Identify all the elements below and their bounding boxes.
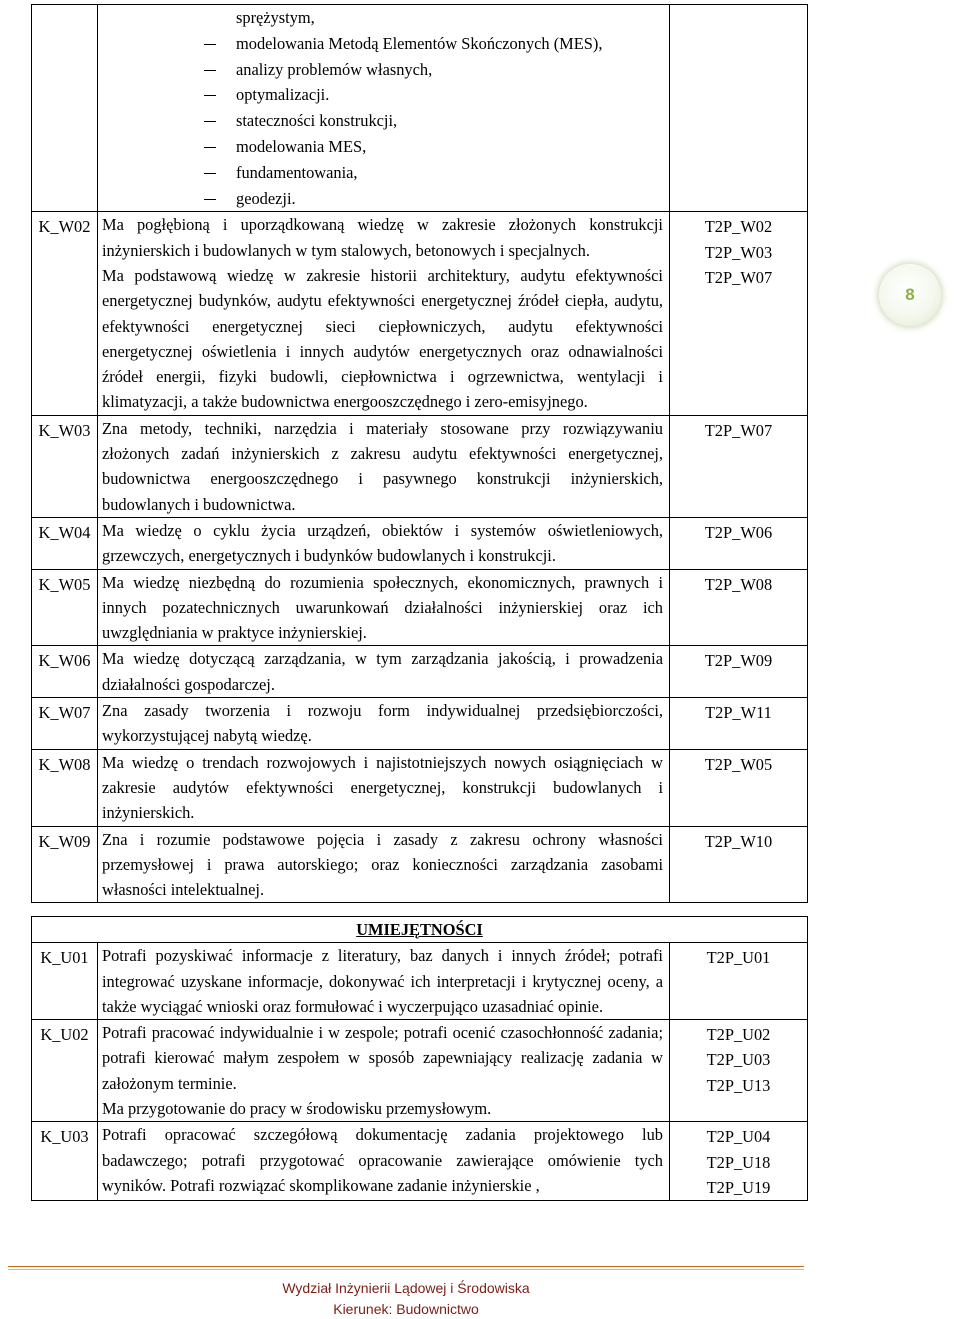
reference-code: T2P_W07 xyxy=(704,267,773,287)
reference-code: T2P_W03 xyxy=(704,242,773,262)
reference-code: T2P_U18 xyxy=(706,1152,771,1172)
outcome-references xyxy=(670,943,808,1020)
outcome-references xyxy=(670,698,808,750)
outcome-references xyxy=(670,517,808,569)
outcome-references xyxy=(670,826,808,903)
outcome-row xyxy=(32,517,808,569)
list-item: stateczności konstrukcji, xyxy=(236,108,669,134)
outcome-row xyxy=(32,749,808,826)
reference-code: T2P_U03 xyxy=(706,1050,771,1070)
outcome-code: K_W08 xyxy=(32,749,98,826)
outcome-description xyxy=(98,415,670,517)
outcome-code: K_W06 xyxy=(32,646,98,698)
outcome-code: K_W09 xyxy=(32,826,98,903)
footer-rule xyxy=(8,1266,804,1267)
description-paragraph: Ma wiedzę niezbędną do rozumienia społecznych, ekonomicznych, prawnych i innych pozatechnicznych uwarunkowań działalności inżynierskiej oraz ich uwzględniania w praktyce inżynierskiej. xyxy=(102,572,663,643)
outcome-description xyxy=(98,943,670,1020)
page-number-badge: 8 xyxy=(879,264,941,326)
outcome-description xyxy=(98,826,670,903)
description-paragraph: Potrafi pozyskiwać informacje z literatury, baz danych i innych źródeł; potrafi integrować uzyskane informacje, dokonywać ich interpretacji i krytycznej oceny, a także wyciągać wnioski oraz formułować i wyczerpująco uzasadniać opinie. xyxy=(102,946,663,1016)
knowledge-outcomes-table xyxy=(31,4,808,903)
description-paragraph: Ma podstawową wiedzę w zakresie historii architektury, audytu efektywności energetycznej budynków, audytu efektywności energetycznej źródeł ciepła, audytu, efektywności energetycznej sieci ciepłowniczych, audytu efektywności energetycznej oświetlenia i innych audytów energetycznych oraz odnawialności źródeł energii, fizyki budowli, ciepłownictwa i ogrzewnictwa, wentylacji i klimatyzacji, a także budownictwa energooszczędnego i zero-emisyjnego. xyxy=(102,265,663,412)
reference-code: T2P_W10 xyxy=(704,831,773,851)
footer-rule-thin xyxy=(8,1269,804,1270)
reference-code: T2P_U01 xyxy=(706,948,771,968)
reference-code: T2P_W06 xyxy=(704,522,773,542)
outcome-code: K_U02 xyxy=(32,1020,98,1122)
outcome-row xyxy=(32,826,808,903)
reference-code: T2P_W05 xyxy=(704,754,773,774)
list-item: fundamentowania, xyxy=(236,160,669,186)
description-paragraph: Ma przygotowanie do pracy w środowisku przemysłowym. xyxy=(102,1099,492,1119)
description-paragraph: Zna metody, techniki, narzędzia i materiały stosowane przy rozwiązywaniu złożonych zadań inżynierskich z zakresu audytu efektywności energetycznej, budownictwa energooszczędnego i pasywnego konstrukcji inżynierskich, budowlanych i budownictwa. xyxy=(102,418,663,514)
outcome-references xyxy=(670,1020,808,1122)
outcome-references xyxy=(670,212,808,415)
footer-faculty: Wydział Inżynierii Lądowej i Środowiska xyxy=(282,1280,530,1296)
outcome-description xyxy=(98,1020,670,1122)
description-paragraph: Ma pogłębioną i uporządkowaną wiedzę w zakresie złożonych konstrukcji inżynierskich i budowlanych w tym stalowych, betonowych i specjalnych. xyxy=(102,215,663,260)
description-paragraph: Zna i rozumie podstawowe pojęcia i zasady z zakresu ochrony własności przemysłowej i prawa autorskiego; oraz konieczności zarządzania zasobami własności intelektualnej. xyxy=(102,829,663,900)
list-item: optymalizacji. xyxy=(236,82,669,108)
reference-code: T2P_U13 xyxy=(706,1075,771,1095)
description-paragraph: Ma wiedzę o trendach rozwojowych i najistotniejszych nowych osiągnięciach w zakresie audytów efektywności energetycznej, konstrukcji budowlanych i inżynierskich. xyxy=(102,752,663,823)
outcome-code: K_W05 xyxy=(32,569,98,646)
description-paragraph: Ma wiedzę o cyklu życia urządzeń, obiektów i systemów oświetleniowych, grzewczych, energetycznych i budynków budowlanych i konstrukcji. xyxy=(102,520,663,566)
outcome-code: K_U01 xyxy=(32,943,98,1020)
continuation-list xyxy=(98,5,669,211)
list-item: sprężystym, xyxy=(236,8,315,27)
outcome-code: K_W07 xyxy=(32,698,98,750)
reference-code: T2P_U19 xyxy=(706,1177,771,1197)
reference-code: T2P_U02 xyxy=(706,1025,771,1045)
outcome-row xyxy=(32,415,808,517)
outcome-code: K_W03 xyxy=(32,415,98,517)
footer-field: Kierunek: Budownictwo xyxy=(333,1301,479,1317)
continuation-code-cell xyxy=(32,5,98,212)
outcome-description xyxy=(98,569,670,646)
reference-code: T2P_W08 xyxy=(704,574,773,594)
outcome-description xyxy=(98,749,670,826)
skills-outcomes-table xyxy=(31,916,808,1201)
outcome-code: K_W02 xyxy=(32,212,98,415)
outcome-description xyxy=(98,212,670,415)
outcome-description xyxy=(98,646,670,698)
skills-heading-row xyxy=(32,917,808,943)
outcome-description xyxy=(98,1122,670,1201)
reference-code: T2P_W02 xyxy=(704,217,773,237)
description-paragraph: Ma wiedzę dotyczącą zarządzania, w tym zarządzania jakością, i prowadzenia działalności gospodarczej. xyxy=(102,649,663,694)
continuation-row xyxy=(32,5,808,212)
outcome-row xyxy=(32,212,808,415)
list-item: modelowania Metodą Elementów Skończonych (MES), xyxy=(236,31,669,57)
reference-code: T2P_W09 xyxy=(704,651,773,671)
description-paragraph: Potrafi opracować szczegółową dokumentację zadania projektowego lub badawczego; potrafi przygotować opracowanie zawierające omówienie tych wyników. Potrafi rozwiązać skomplikowane zadanie inżynierskie , xyxy=(102,1125,663,1195)
outcome-row xyxy=(32,943,808,1020)
outcome-code: K_U03 xyxy=(32,1122,98,1201)
outcome-description xyxy=(98,517,670,569)
outcome-references xyxy=(670,749,808,826)
description-paragraph: Potrafi pracować indywidualnie i w zespole; potrafi ocenić czasochłonność zadania; potrafi kierować małym zespołem w sposób zapewniający realizację zadania w założonym terminie. xyxy=(102,1023,663,1093)
outcome-references xyxy=(670,1122,808,1201)
reference-code: T2P_U04 xyxy=(706,1127,771,1147)
continuation-ref-cell xyxy=(670,5,808,212)
continuation-desc-cell xyxy=(98,5,670,212)
reference-code: T2P_W11 xyxy=(705,703,772,723)
outcome-row xyxy=(32,569,808,646)
outcome-row xyxy=(32,1122,808,1201)
outcome-row xyxy=(32,698,808,750)
outcome-row xyxy=(32,1020,808,1122)
list-item: modelowania MES, xyxy=(236,134,669,160)
section-heading: UMIEJĘTNOŚCI xyxy=(32,917,808,943)
outcome-description xyxy=(98,698,670,750)
outcome-row xyxy=(32,646,808,698)
reference-code: T2P_W07 xyxy=(704,420,773,440)
list-item: geodezji. xyxy=(236,186,669,212)
list-item: analizy problemów własnych, xyxy=(236,57,669,83)
outcome-references xyxy=(670,569,808,646)
description-paragraph: Zna zasady tworzenia i rozwoju form indywidualnej przedsiębiorczości, wykorzystującej nabytą wiedzę. xyxy=(102,701,663,746)
outcome-references xyxy=(670,646,808,698)
outcome-references xyxy=(670,415,808,517)
outcome-code: K_W04 xyxy=(32,517,98,569)
